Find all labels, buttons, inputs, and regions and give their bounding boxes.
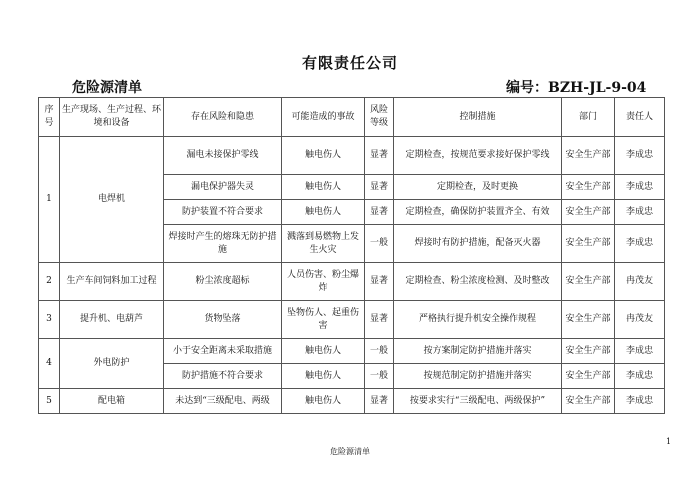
measure-cell: 按要求实行“三级配电、两级保护”: [394, 389, 562, 414]
risk-cell: 漏电未接保护零线: [164, 137, 282, 175]
owner-cell: 李成忠: [615, 339, 665, 364]
dept-cell: 安全生产部: [562, 175, 615, 200]
level-cell: 显著: [365, 301, 394, 339]
dept-cell: 安全生产部: [562, 137, 615, 175]
level-cell: 显著: [365, 175, 394, 200]
risk-cell: 粉尘浓度超标: [164, 263, 282, 301]
dept-cell: 安全生产部: [562, 339, 615, 364]
level-cell: 一般: [365, 225, 394, 263]
header-cell: 部门: [562, 98, 615, 137]
table-row: [39, 339, 665, 364]
risk-cell: 焊接时产生的熔珠无防护措施: [164, 225, 282, 263]
table-row: [39, 389, 665, 414]
header-cell: 存在风险和隐患: [164, 98, 282, 137]
accident-cell: 触电伤人: [282, 389, 365, 414]
page-number: 1: [666, 437, 672, 446]
level-cell: 显著: [365, 200, 394, 225]
risk-cell: 防护措施不符合要求: [164, 364, 282, 389]
accident-cell: 溅落到易燃物上发生火灾: [282, 225, 365, 263]
header-cell: 生产现场、生产过程、环境和设备: [60, 98, 164, 137]
header-cell: 责任人: [615, 98, 665, 137]
accident-cell: 触电伤人: [282, 200, 365, 225]
risk-cell: 未达到“三级配电、两级: [164, 389, 282, 414]
owner-cell: 李成忠: [615, 200, 665, 225]
table-row: [39, 263, 665, 301]
document-title: 危险源清单: [72, 80, 142, 96]
row-number: 5: [39, 389, 60, 414]
site-cell: 电焊机: [60, 137, 164, 263]
measure-cell: 焊接时有防护措施，配备灭火器: [394, 225, 562, 263]
footer-text: 危险源清单: [330, 447, 370, 456]
risk-cell: 防护装置不符合要求: [164, 200, 282, 225]
measure-cell: 定期检查，确保防护装置齐全、有效: [394, 200, 562, 225]
owner-cell: 李成忠: [615, 389, 665, 414]
owner-cell: 李成忠: [615, 225, 665, 263]
measure-cell: 按规范制定防护措施并落实: [394, 364, 562, 389]
owner-cell: 李成忠: [615, 137, 665, 175]
level-cell: 显著: [365, 389, 394, 414]
dept-cell: 安全生产部: [562, 301, 615, 339]
site-cell: 提升机、电葫芦: [60, 301, 164, 339]
site-cell: 配电箱: [60, 389, 164, 414]
dept-cell: 安全生产部: [562, 263, 615, 301]
measure-cell: 按方案制定防护措施并落实: [394, 339, 562, 364]
dept-cell: 安全生产部: [562, 200, 615, 225]
owner-cell: 冉茂友: [615, 301, 665, 339]
table-row: [39, 301, 665, 339]
accident-cell: 触电伤人: [282, 339, 365, 364]
measure-cell: 定期检查、粉尘浓度检测、及时整改: [394, 263, 562, 301]
level-cell: 一般: [365, 339, 394, 364]
measure-cell: 严格执行提升机安全操作规程: [394, 301, 562, 339]
risk-cell: 漏电保护器失灵: [164, 175, 282, 200]
header-cell: 控制措施: [394, 98, 562, 137]
accident-cell: 人员伤害、粉尘爆炸: [282, 263, 365, 301]
row-number: 3: [39, 301, 60, 339]
site-cell: 生产车间饲料加工过程: [60, 263, 164, 301]
level-cell: 一般: [365, 364, 394, 389]
document-code: 编号：BZH-JL-9-04: [506, 80, 647, 96]
measure-cell: 定期检查，及时更换: [394, 175, 562, 200]
hazard-table: [38, 97, 665, 414]
accident-cell: 触电伤人: [282, 175, 365, 200]
accident-cell: 坠物伤人、起重伤害: [282, 301, 365, 339]
table-row: [39, 137, 665, 175]
header-cell: 可能造成的事故: [282, 98, 365, 137]
table-header-row: [39, 98, 665, 137]
measure-cell: 定期检查，按规范要求接好保护零线: [394, 137, 562, 175]
level-cell: 显著: [365, 137, 394, 175]
header-cell: 序号: [39, 98, 60, 137]
owner-cell: 李成忠: [615, 364, 665, 389]
owner-cell: 冉茂友: [615, 263, 665, 301]
row-number: 2: [39, 263, 60, 301]
company-name: 有限责任公司: [301, 54, 398, 72]
dept-cell: 安全生产部: [562, 364, 615, 389]
header-cell: 风险等级: [365, 98, 394, 137]
site-cell: 外电防护: [60, 339, 164, 389]
row-number: 4: [39, 339, 60, 389]
owner-cell: 李成忠: [615, 175, 665, 200]
risk-cell: 小于安全距离未采取措施: [164, 339, 282, 364]
dept-cell: 安全生产部: [562, 225, 615, 263]
level-cell: 显著: [365, 263, 394, 301]
row-number: 1: [39, 137, 60, 263]
accident-cell: 触电伤人: [282, 364, 365, 389]
risk-cell: 货物坠落: [164, 301, 282, 339]
accident-cell: 触电伤人: [282, 137, 365, 175]
dept-cell: 安全生产部: [562, 389, 615, 414]
